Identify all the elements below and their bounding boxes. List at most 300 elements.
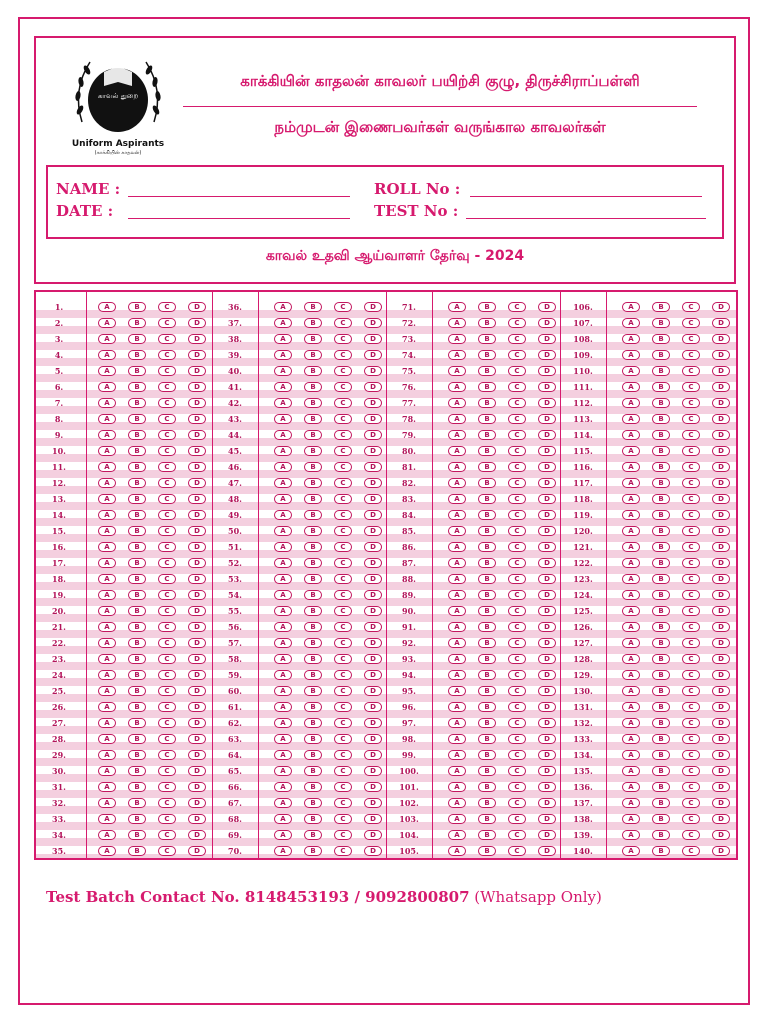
answer-bubble-c[interactable]: C (158, 702, 176, 712)
answer-bubble-d[interactable]: D (712, 638, 730, 648)
answer-bubble-b[interactable]: B (478, 686, 496, 696)
answer-bubble-b[interactable]: B (128, 638, 146, 648)
answer-bubble-a[interactable]: A (98, 606, 116, 616)
answer-bubble-a[interactable]: A (274, 638, 292, 648)
answer-bubble-b[interactable]: B (652, 670, 670, 680)
answer-bubble-a[interactable]: A (98, 750, 116, 760)
answer-bubble-a[interactable]: A (274, 446, 292, 456)
answer-bubble-d[interactable]: D (538, 702, 556, 712)
answer-bubble-b[interactable]: B (652, 686, 670, 696)
answer-bubble-d[interactable]: D (712, 718, 730, 728)
answer-bubble-c[interactable]: C (334, 398, 352, 408)
answer-bubble-c[interactable]: C (158, 558, 176, 568)
answer-bubble-c[interactable]: C (682, 798, 700, 808)
answer-bubble-a[interactable]: A (274, 318, 292, 328)
answer-bubble-d[interactable]: D (188, 654, 206, 664)
answer-bubble-c[interactable]: C (334, 606, 352, 616)
answer-bubble-c[interactable]: C (682, 670, 700, 680)
answer-bubble-b[interactable]: B (652, 798, 670, 808)
answer-bubble-c[interactable]: C (158, 638, 176, 648)
answer-bubble-c[interactable]: C (158, 654, 176, 664)
answer-bubble-b[interactable]: B (128, 718, 146, 728)
answer-bubble-d[interactable]: D (712, 766, 730, 776)
answer-bubble-b[interactable]: B (478, 574, 496, 584)
answer-bubble-d[interactable]: D (712, 702, 730, 712)
answer-bubble-b[interactable]: B (652, 302, 670, 312)
answer-bubble-d[interactable]: D (364, 318, 382, 328)
answer-bubble-b[interactable]: B (128, 702, 146, 712)
answer-bubble-d[interactable]: D (188, 462, 206, 472)
answer-bubble-b[interactable]: B (652, 334, 670, 344)
answer-bubble-a[interactable]: A (274, 830, 292, 840)
answer-bubble-a[interactable]: A (622, 558, 640, 568)
answer-bubble-a[interactable]: A (274, 606, 292, 616)
answer-bubble-a[interactable]: A (622, 686, 640, 696)
answer-bubble-b[interactable]: B (652, 510, 670, 520)
answer-bubble-b[interactable]: B (304, 382, 322, 392)
answer-bubble-d[interactable]: D (188, 446, 206, 456)
answer-bubble-b[interactable]: B (478, 718, 496, 728)
answer-bubble-d[interactable]: D (712, 574, 730, 584)
answer-bubble-c[interactable]: C (158, 766, 176, 776)
answer-bubble-c[interactable]: C (508, 734, 526, 744)
answer-bubble-a[interactable]: A (448, 686, 466, 696)
answer-bubble-a[interactable]: A (274, 622, 292, 632)
answer-bubble-a[interactable]: A (448, 670, 466, 680)
answer-bubble-d[interactable]: D (364, 302, 382, 312)
answer-bubble-d[interactable]: D (538, 382, 556, 392)
answer-bubble-c[interactable]: C (508, 750, 526, 760)
answer-bubble-a[interactable]: A (448, 606, 466, 616)
answer-bubble-d[interactable]: D (188, 478, 206, 488)
answer-bubble-d[interactable]: D (538, 590, 556, 600)
answer-bubble-c[interactable]: C (334, 494, 352, 504)
answer-bubble-a[interactable]: A (622, 494, 640, 504)
answer-bubble-c[interactable]: C (158, 734, 176, 744)
answer-bubble-a[interactable]: A (274, 382, 292, 392)
answer-bubble-a[interactable]: A (98, 494, 116, 504)
answer-bubble-b[interactable]: B (652, 766, 670, 776)
answer-bubble-b[interactable]: B (478, 782, 496, 792)
answer-bubble-b[interactable]: B (652, 318, 670, 328)
answer-bubble-d[interactable]: D (364, 846, 382, 856)
answer-bubble-c[interactable]: C (682, 350, 700, 360)
answer-bubble-c[interactable]: C (508, 494, 526, 504)
answer-bubble-c[interactable]: C (508, 558, 526, 568)
answer-bubble-c[interactable]: C (682, 542, 700, 552)
answer-bubble-b[interactable]: B (304, 686, 322, 696)
answer-bubble-c[interactable]: C (682, 590, 700, 600)
answer-bubble-b[interactable]: B (304, 494, 322, 504)
answer-bubble-c[interactable]: C (508, 430, 526, 440)
answer-bubble-c[interactable]: C (334, 558, 352, 568)
answer-bubble-c[interactable]: C (508, 622, 526, 632)
answer-bubble-c[interactable]: C (334, 782, 352, 792)
answer-bubble-c[interactable]: C (158, 478, 176, 488)
answer-bubble-d[interactable]: D (538, 734, 556, 744)
answer-bubble-a[interactable]: A (448, 574, 466, 584)
answer-bubble-d[interactable]: D (538, 558, 556, 568)
answer-bubble-b[interactable]: B (304, 414, 322, 424)
answer-bubble-d[interactable]: D (188, 734, 206, 744)
answer-bubble-c[interactable]: C (508, 366, 526, 376)
name-field[interactable] (128, 196, 350, 197)
answer-bubble-b[interactable]: B (128, 366, 146, 376)
answer-bubble-d[interactable]: D (538, 718, 556, 728)
answer-bubble-d[interactable]: D (364, 526, 382, 536)
answer-bubble-b[interactable]: B (128, 750, 146, 760)
answer-bubble-c[interactable]: C (334, 526, 352, 536)
answer-bubble-a[interactable]: A (98, 366, 116, 376)
answer-bubble-b[interactable]: B (478, 382, 496, 392)
answer-bubble-b[interactable]: B (652, 494, 670, 504)
answer-bubble-d[interactable]: D (188, 830, 206, 840)
answer-bubble-b[interactable]: B (128, 462, 146, 472)
answer-bubble-a[interactable]: A (622, 718, 640, 728)
answer-bubble-b[interactable]: B (652, 702, 670, 712)
answer-bubble-b[interactable]: B (128, 542, 146, 552)
answer-bubble-c[interactable]: C (158, 462, 176, 472)
answer-bubble-d[interactable]: D (364, 462, 382, 472)
answer-bubble-d[interactable]: D (364, 702, 382, 712)
answer-bubble-a[interactable]: A (98, 638, 116, 648)
answer-bubble-b[interactable]: B (652, 782, 670, 792)
answer-bubble-a[interactable]: A (622, 830, 640, 840)
answer-bubble-a[interactable]: A (448, 334, 466, 344)
answer-bubble-d[interactable]: D (364, 574, 382, 584)
answer-bubble-b[interactable]: B (304, 670, 322, 680)
answer-bubble-b[interactable]: B (304, 574, 322, 584)
answer-bubble-c[interactable]: C (682, 366, 700, 376)
answer-bubble-b[interactable]: B (478, 462, 496, 472)
answer-bubble-b[interactable]: B (304, 350, 322, 360)
answer-bubble-d[interactable]: D (188, 622, 206, 632)
answer-bubble-c[interactable]: C (334, 318, 352, 328)
answer-bubble-a[interactable]: A (622, 814, 640, 824)
answer-bubble-c[interactable]: C (682, 622, 700, 632)
answer-bubble-d[interactable]: D (538, 798, 556, 808)
answer-bubble-b[interactable]: B (652, 478, 670, 488)
answer-bubble-d[interactable]: D (538, 446, 556, 456)
answer-bubble-b[interactable]: B (652, 606, 670, 616)
answer-bubble-b[interactable]: B (128, 334, 146, 344)
answer-bubble-b[interactable]: B (478, 526, 496, 536)
answer-bubble-d[interactable]: D (712, 782, 730, 792)
answer-bubble-c[interactable]: C (334, 846, 352, 856)
answer-bubble-b[interactable]: B (478, 846, 496, 856)
answer-bubble-c[interactable]: C (334, 734, 352, 744)
answer-bubble-a[interactable]: A (274, 670, 292, 680)
answer-bubble-d[interactable]: D (538, 414, 556, 424)
answer-bubble-c[interactable]: C (158, 494, 176, 504)
answer-bubble-d[interactable]: D (188, 414, 206, 424)
answer-bubble-c[interactable]: C (508, 590, 526, 600)
answer-bubble-a[interactable]: A (448, 446, 466, 456)
answer-bubble-a[interactable]: A (274, 366, 292, 376)
answer-bubble-c[interactable]: C (334, 798, 352, 808)
answer-bubble-b[interactable]: B (478, 750, 496, 760)
answer-bubble-b[interactable]: B (128, 590, 146, 600)
answer-bubble-b[interactable]: B (128, 398, 146, 408)
answer-bubble-c[interactable]: C (682, 830, 700, 840)
answer-bubble-c[interactable]: C (682, 398, 700, 408)
answer-bubble-b[interactable]: B (304, 334, 322, 344)
answer-bubble-c[interactable]: C (682, 766, 700, 776)
answer-bubble-d[interactable]: D (188, 302, 206, 312)
answer-bubble-a[interactable]: A (622, 542, 640, 552)
answer-bubble-b[interactable]: B (304, 462, 322, 472)
answer-bubble-c[interactable]: C (682, 478, 700, 488)
answer-bubble-c[interactable]: C (508, 702, 526, 712)
answer-bubble-a[interactable]: A (622, 574, 640, 584)
answer-bubble-b[interactable]: B (304, 782, 322, 792)
answer-bubble-c[interactable]: C (158, 510, 176, 520)
answer-bubble-b[interactable]: B (652, 590, 670, 600)
answer-bubble-d[interactable]: D (712, 830, 730, 840)
answer-bubble-a[interactable]: A (98, 558, 116, 568)
answer-bubble-a[interactable]: A (98, 398, 116, 408)
answer-bubble-b[interactable]: B (478, 334, 496, 344)
answer-bubble-d[interactable]: D (364, 478, 382, 488)
answer-bubble-d[interactable]: D (364, 654, 382, 664)
answer-bubble-b[interactable]: B (478, 542, 496, 552)
answer-bubble-a[interactable]: A (274, 654, 292, 664)
answer-bubble-a[interactable]: A (622, 478, 640, 488)
answer-bubble-b[interactable]: B (652, 574, 670, 584)
answer-bubble-c[interactable]: C (508, 478, 526, 488)
answer-bubble-a[interactable]: A (448, 654, 466, 664)
answer-bubble-d[interactable]: D (188, 590, 206, 600)
answer-bubble-d[interactable]: D (538, 750, 556, 760)
answer-bubble-a[interactable]: A (98, 814, 116, 824)
answer-bubble-a[interactable]: A (448, 350, 466, 360)
answer-bubble-c[interactable]: C (334, 350, 352, 360)
answer-bubble-b[interactable]: B (128, 382, 146, 392)
answer-bubble-a[interactable]: A (98, 718, 116, 728)
answer-bubble-b[interactable]: B (478, 558, 496, 568)
answer-bubble-c[interactable]: C (334, 462, 352, 472)
answer-bubble-b[interactable]: B (478, 302, 496, 312)
answer-bubble-b[interactable]: B (128, 830, 146, 840)
answer-bubble-a[interactable]: A (274, 350, 292, 360)
answer-bubble-b[interactable]: B (652, 718, 670, 728)
answer-bubble-b[interactable]: B (652, 654, 670, 664)
answer-bubble-d[interactable]: D (364, 446, 382, 456)
answer-bubble-c[interactable]: C (508, 462, 526, 472)
answer-bubble-c[interactable]: C (334, 510, 352, 520)
answer-bubble-a[interactable]: A (98, 670, 116, 680)
answer-bubble-c[interactable]: C (158, 398, 176, 408)
answer-bubble-a[interactable]: A (274, 766, 292, 776)
answer-bubble-d[interactable]: D (364, 366, 382, 376)
answer-bubble-c[interactable]: C (508, 814, 526, 824)
answer-bubble-b[interactable]: B (128, 318, 146, 328)
answer-bubble-b[interactable]: B (128, 558, 146, 568)
answer-bubble-d[interactable]: D (538, 814, 556, 824)
answer-bubble-b[interactable]: B (304, 526, 322, 536)
answer-bubble-b[interactable]: B (304, 846, 322, 856)
answer-bubble-d[interactable]: D (712, 526, 730, 536)
answer-bubble-a[interactable]: A (448, 478, 466, 488)
answer-bubble-c[interactable]: C (682, 510, 700, 520)
answer-bubble-c[interactable]: C (682, 302, 700, 312)
answer-bubble-d[interactable]: D (188, 638, 206, 648)
answer-bubble-b[interactable]: B (478, 702, 496, 712)
answer-bubble-a[interactable]: A (98, 334, 116, 344)
answer-bubble-c[interactable]: C (334, 686, 352, 696)
answer-bubble-c[interactable]: C (682, 782, 700, 792)
answer-bubble-d[interactable]: D (538, 654, 556, 664)
answer-bubble-c[interactable]: C (508, 334, 526, 344)
answer-bubble-d[interactable]: D (538, 606, 556, 616)
answer-bubble-a[interactable]: A (98, 654, 116, 664)
answer-bubble-d[interactable]: D (712, 494, 730, 504)
answer-bubble-a[interactable]: A (274, 462, 292, 472)
answer-bubble-a[interactable]: A (98, 702, 116, 712)
answer-bubble-c[interactable]: C (682, 718, 700, 728)
answer-bubble-c[interactable]: C (508, 670, 526, 680)
answer-bubble-a[interactable]: A (98, 846, 116, 856)
answer-bubble-d[interactable]: D (364, 510, 382, 520)
answer-bubble-b[interactable]: B (652, 846, 670, 856)
answer-bubble-c[interactable]: C (334, 574, 352, 584)
answer-bubble-c[interactable]: C (158, 830, 176, 840)
answer-bubble-d[interactable]: D (364, 734, 382, 744)
answer-bubble-d[interactable]: D (188, 398, 206, 408)
answer-bubble-c[interactable]: C (682, 430, 700, 440)
answer-bubble-d[interactable]: D (712, 750, 730, 760)
answer-bubble-b[interactable]: B (304, 750, 322, 760)
answer-bubble-a[interactable]: A (448, 398, 466, 408)
answer-bubble-c[interactable]: C (334, 718, 352, 728)
answer-bubble-d[interactable]: D (538, 542, 556, 552)
answer-bubble-b[interactable]: B (478, 830, 496, 840)
answer-bubble-b[interactable]: B (128, 654, 146, 664)
answer-bubble-a[interactable]: A (274, 814, 292, 824)
answer-bubble-d[interactable]: D (364, 542, 382, 552)
answer-bubble-b[interactable]: B (652, 382, 670, 392)
answer-bubble-d[interactable]: D (712, 510, 730, 520)
answer-bubble-b[interactable]: B (652, 558, 670, 568)
answer-bubble-a[interactable]: A (274, 702, 292, 712)
answer-bubble-a[interactable]: A (448, 718, 466, 728)
answer-bubble-a[interactable]: A (448, 366, 466, 376)
answer-bubble-c[interactable]: C (682, 414, 700, 424)
answer-bubble-c[interactable]: C (334, 814, 352, 824)
answer-bubble-c[interactable]: C (508, 574, 526, 584)
answer-bubble-a[interactable]: A (448, 510, 466, 520)
answer-bubble-c[interactable]: C (682, 654, 700, 664)
answer-bubble-d[interactable]: D (188, 702, 206, 712)
answer-bubble-d[interactable]: D (188, 526, 206, 536)
answer-bubble-c[interactable]: C (682, 734, 700, 744)
answer-bubble-a[interactable]: A (274, 302, 292, 312)
answer-bubble-d[interactable]: D (188, 494, 206, 504)
answer-bubble-b[interactable]: B (304, 830, 322, 840)
answer-bubble-a[interactable]: A (98, 414, 116, 424)
answer-bubble-a[interactable]: A (98, 430, 116, 440)
answer-bubble-d[interactable]: D (364, 334, 382, 344)
answer-bubble-a[interactable]: A (622, 782, 640, 792)
answer-bubble-c[interactable]: C (158, 782, 176, 792)
answer-bubble-a[interactable]: A (98, 766, 116, 776)
answer-bubble-b[interactable]: B (652, 814, 670, 824)
answer-bubble-a[interactable]: A (622, 702, 640, 712)
answer-bubble-d[interactable]: D (538, 350, 556, 360)
answer-bubble-d[interactable]: D (712, 814, 730, 824)
answer-bubble-a[interactable]: A (274, 542, 292, 552)
answer-bubble-a[interactable]: A (274, 846, 292, 856)
answer-bubble-b[interactable]: B (652, 734, 670, 744)
answer-bubble-c[interactable]: C (334, 670, 352, 680)
answer-bubble-c[interactable]: C (682, 462, 700, 472)
answer-bubble-a[interactable]: A (274, 334, 292, 344)
answer-bubble-c[interactable]: C (334, 542, 352, 552)
answer-bubble-d[interactable]: D (538, 478, 556, 488)
answer-bubble-c[interactable]: C (508, 414, 526, 424)
answer-bubble-a[interactable]: A (448, 382, 466, 392)
answer-bubble-c[interactable]: C (334, 382, 352, 392)
answer-bubble-c[interactable]: C (158, 430, 176, 440)
answer-bubble-d[interactable]: D (364, 414, 382, 424)
answer-bubble-c[interactable]: C (158, 542, 176, 552)
answer-bubble-b[interactable]: B (478, 606, 496, 616)
answer-bubble-d[interactable]: D (712, 606, 730, 616)
answer-bubble-d[interactable]: D (364, 814, 382, 824)
answer-bubble-c[interactable]: C (158, 622, 176, 632)
answer-bubble-c[interactable]: C (158, 750, 176, 760)
answer-bubble-c[interactable]: C (508, 382, 526, 392)
answer-bubble-d[interactable]: D (538, 366, 556, 376)
answer-bubble-a[interactable]: A (448, 542, 466, 552)
answer-bubble-b[interactable]: B (478, 622, 496, 632)
answer-bubble-a[interactable]: A (448, 798, 466, 808)
answer-bubble-b[interactable]: B (304, 366, 322, 376)
answer-bubble-c[interactable]: C (508, 798, 526, 808)
answer-bubble-b[interactable]: B (478, 798, 496, 808)
answer-bubble-d[interactable]: D (364, 750, 382, 760)
answer-bubble-c[interactable]: C (682, 574, 700, 584)
answer-bubble-d[interactable]: D (364, 382, 382, 392)
answer-bubble-c[interactable]: C (334, 414, 352, 424)
answer-bubble-d[interactable]: D (538, 782, 556, 792)
answer-bubble-d[interactable]: D (538, 766, 556, 776)
answer-bubble-a[interactable]: A (622, 350, 640, 360)
answer-bubble-a[interactable]: A (98, 574, 116, 584)
answer-bubble-b[interactable]: B (478, 734, 496, 744)
answer-bubble-d[interactable]: D (188, 670, 206, 680)
answer-bubble-d[interactable]: D (712, 670, 730, 680)
answer-bubble-c[interactable]: C (158, 718, 176, 728)
answer-bubble-a[interactable]: A (448, 414, 466, 424)
answer-bubble-b[interactable]: B (304, 798, 322, 808)
answer-bubble-b[interactable]: B (478, 670, 496, 680)
answer-bubble-b[interactable]: B (652, 638, 670, 648)
answer-bubble-b[interactable]: B (128, 478, 146, 488)
answer-bubble-a[interactable]: A (622, 398, 640, 408)
answer-bubble-b[interactable]: B (652, 462, 670, 472)
answer-bubble-c[interactable]: C (158, 334, 176, 344)
answer-bubble-b[interactable]: B (478, 478, 496, 488)
answer-bubble-b[interactable]: B (128, 798, 146, 808)
answer-bubble-d[interactable]: D (188, 334, 206, 344)
answer-bubble-a[interactable]: A (622, 734, 640, 744)
answer-bubble-c[interactable]: C (158, 350, 176, 360)
answer-bubble-a[interactable]: A (622, 334, 640, 344)
answer-bubble-a[interactable]: A (98, 686, 116, 696)
answer-bubble-a[interactable]: A (274, 574, 292, 584)
answer-bubble-a[interactable]: A (448, 302, 466, 312)
